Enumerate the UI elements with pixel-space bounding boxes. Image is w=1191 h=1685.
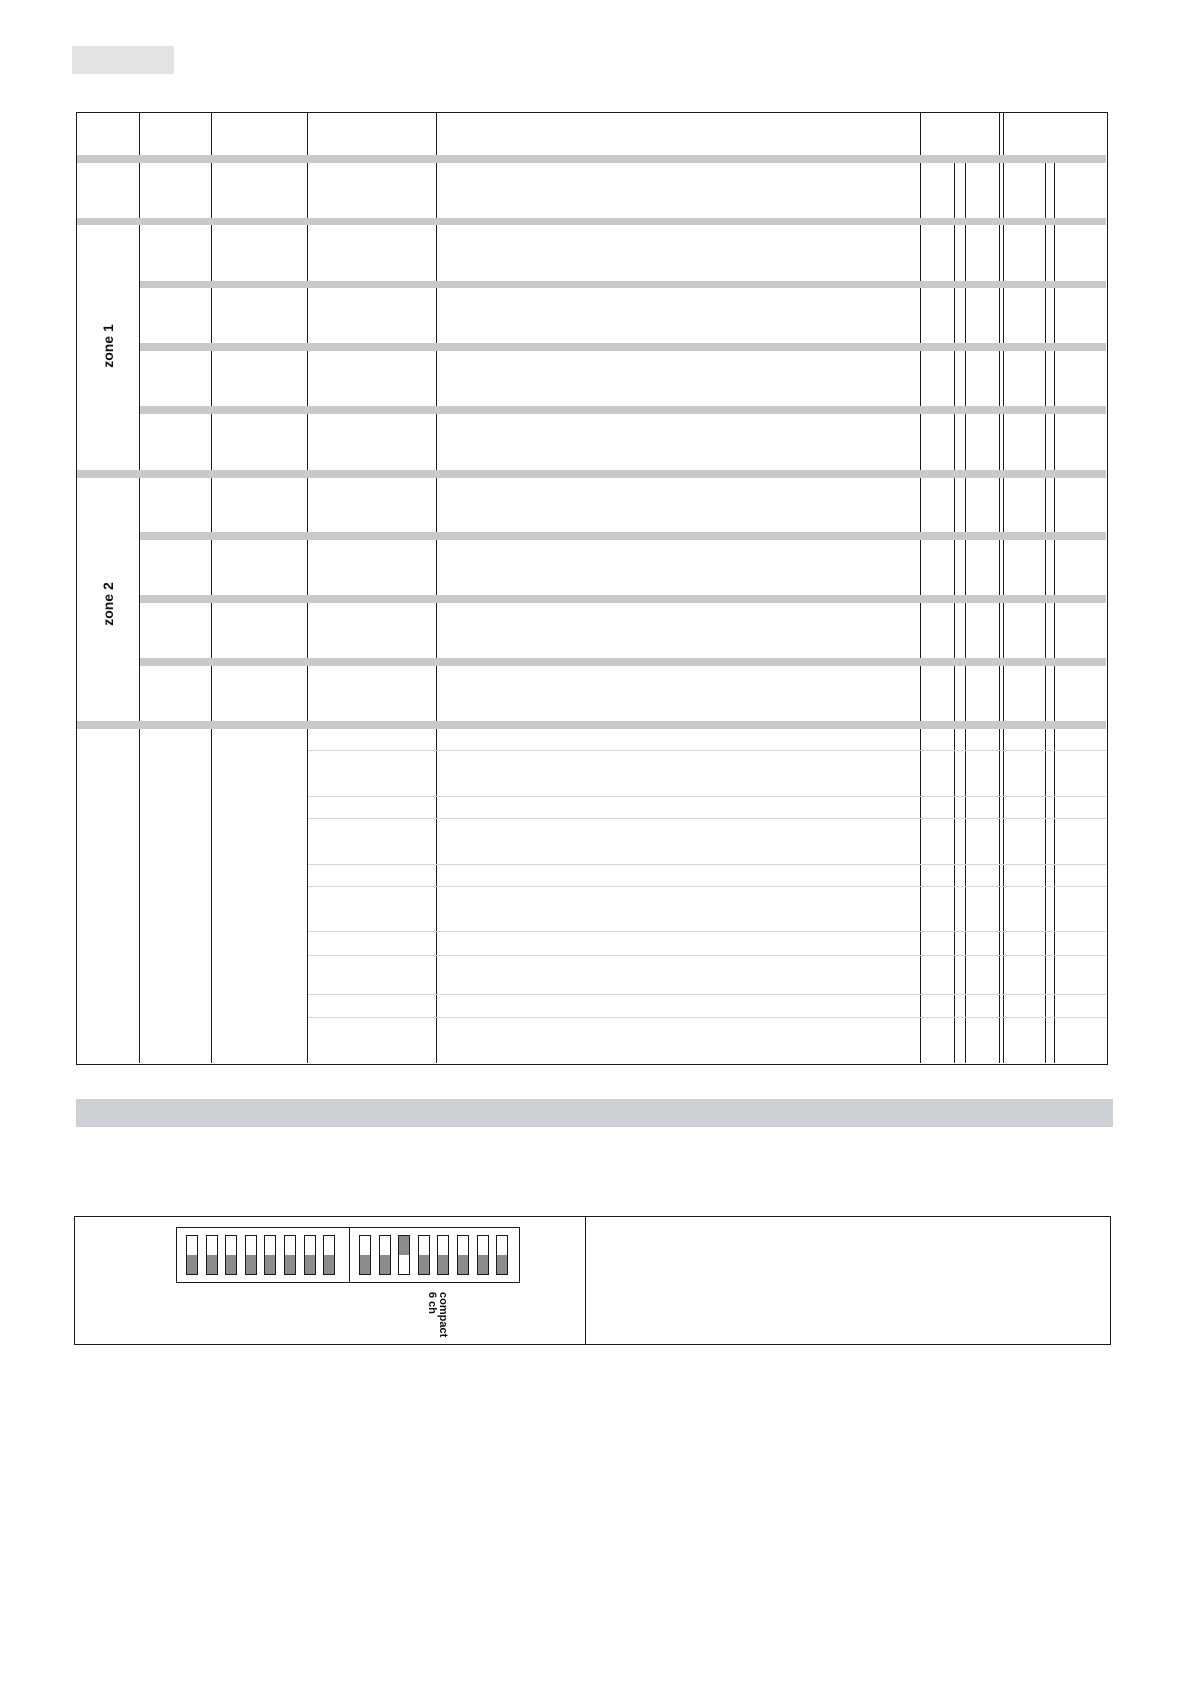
row-line — [308, 955, 1106, 956]
zone-2-label: zone 2 — [100, 582, 116, 626]
column-divider — [920, 113, 921, 1063]
dip-switch-1[interactable] — [186, 1235, 198, 1275]
column-divider — [1003, 113, 1004, 1063]
row-line — [308, 818, 1106, 819]
dip-switch-knob — [458, 1255, 468, 1274]
dip-switch-4[interactable] — [418, 1235, 430, 1275]
dip-switch-panel — [74, 1216, 1111, 1345]
dip-switch-knob — [380, 1255, 390, 1274]
row-line — [308, 796, 1106, 797]
dip-switch-knob — [497, 1255, 507, 1274]
dip-switch-6[interactable] — [284, 1235, 296, 1275]
column-divider — [436, 113, 437, 1063]
dip-switch-knob — [399, 1236, 409, 1255]
dip-switch-knob — [246, 1255, 256, 1274]
dip-switch-6[interactable] — [457, 1235, 469, 1275]
dip-switch-knob — [265, 1255, 275, 1274]
dip-switch-5[interactable] — [437, 1235, 449, 1275]
row-line — [308, 750, 1106, 751]
dmx-channel-table — [76, 112, 1108, 1065]
column-divider — [307, 113, 308, 1063]
dip-switch-1[interactable] — [359, 1235, 371, 1275]
column-divider — [1054, 155, 1055, 1063]
dip-switch-8[interactable] — [496, 1235, 508, 1275]
panel-divider — [585, 1217, 586, 1344]
column-divider — [999, 113, 1000, 1063]
dip-switch-7[interactable] — [304, 1235, 316, 1275]
row-band — [77, 218, 1106, 225]
row-line — [308, 994, 1106, 995]
dip-switch-knob — [419, 1255, 429, 1274]
row-band — [140, 281, 1106, 288]
row-band — [77, 721, 1106, 729]
row-line — [308, 886, 1106, 887]
dip-caption-line1: compact — [437, 1292, 449, 1338]
section-bar — [76, 1099, 1113, 1127]
row-band — [140, 595, 1106, 603]
dip-switch-4[interactable] — [245, 1235, 257, 1275]
dip-caption-line2: 6 ch — [426, 1292, 438, 1315]
column-divider — [211, 113, 212, 1063]
dip-switch-3[interactable] — [398, 1235, 410, 1275]
dip-switch-5[interactable] — [264, 1235, 276, 1275]
column-divider — [954, 155, 955, 1063]
dip-switch-knob — [187, 1255, 197, 1274]
column-divider — [965, 155, 966, 1063]
dip-caption — [426, 1292, 448, 1337]
row-band — [140, 532, 1106, 540]
header-tab — [72, 46, 174, 74]
dip-switch-knob — [478, 1255, 488, 1274]
row-line — [308, 931, 1106, 932]
dip-switch-knob — [324, 1255, 334, 1274]
dip-switch-8[interactable] — [323, 1235, 335, 1275]
dip-switch-knob — [226, 1255, 236, 1274]
column-divider — [1045, 155, 1046, 1063]
row-band — [140, 406, 1106, 414]
column-divider — [139, 113, 140, 1063]
dip-switch-2[interactable] — [379, 1235, 391, 1275]
row-line — [308, 864, 1106, 865]
dip-switch-7[interactable] — [477, 1235, 489, 1275]
row-band — [77, 470, 1106, 478]
dip-switch-knob — [438, 1255, 448, 1274]
dip-switch-3[interactable] — [225, 1235, 237, 1275]
row-line — [308, 1017, 1106, 1018]
dip-switch-knob — [207, 1255, 217, 1274]
dip-switch-knob — [285, 1255, 295, 1274]
zone-1-label: zone 1 — [100, 324, 116, 368]
row-band — [77, 155, 1106, 163]
dip-switch-2[interactable] — [206, 1235, 218, 1275]
dip-switch-knob — [360, 1255, 370, 1274]
dip-switch-knob — [305, 1255, 315, 1274]
dip-bank-1 — [176, 1227, 350, 1283]
dip-bank-2 — [349, 1227, 520, 1283]
row-band — [140, 343, 1106, 351]
row-band — [140, 658, 1106, 666]
